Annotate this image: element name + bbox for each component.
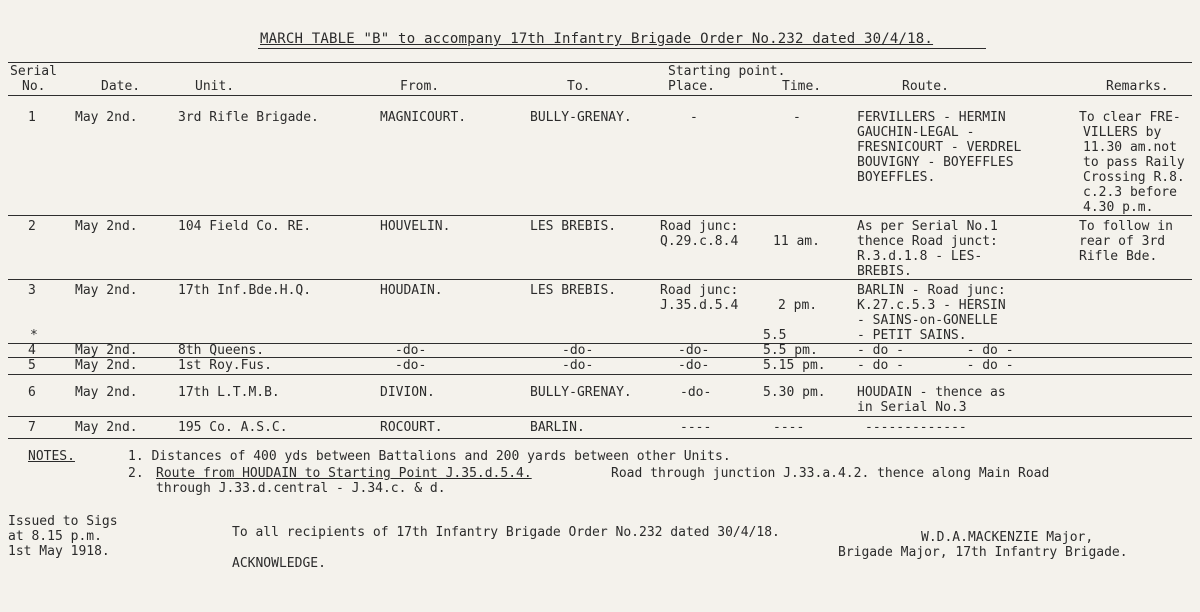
row5-date: May 2nd. <box>75 358 138 373</box>
row3-time-note: 5.5 <box>763 328 787 343</box>
row3-time: 2 pm. <box>778 298 818 313</box>
row6-time: 5.30 pm. <box>763 385 826 400</box>
note-2-line2: through J.33.d.central - J.34.c. & d. <box>156 481 446 496</box>
row5-time: 5.15 pm. <box>763 358 826 373</box>
row3-unit: 17th Inf.Bde.H.Q. <box>178 283 312 298</box>
row1-remarks-line2: VILLERS by <box>1083 125 1162 140</box>
row1-unit: 3rd Rifle Brigade. <box>178 110 319 125</box>
row4-route: - do - - do - <box>857 343 1014 358</box>
row1-route-line2: GAUCHIN-LEGAL - <box>857 125 975 140</box>
row2-to: LES BREBIS. <box>530 219 617 234</box>
row2-route-line3: R.3.d.1.8 - LES- <box>857 249 983 264</box>
row1-date: May 2nd. <box>75 110 138 125</box>
header-place: Place. <box>668 79 715 94</box>
row3-asterisk: * <box>30 328 38 343</box>
row1-remarks-line1: To clear FRE- <box>1079 110 1181 125</box>
row1-route-line3: FRESNICOURT - VERDREL <box>857 140 1022 155</box>
notes-label: NOTES. <box>28 449 75 464</box>
row2-time: 11 am. <box>773 234 820 249</box>
header-starting-point: Starting point. <box>668 64 786 79</box>
row5-unit: 1st Roy.Fus. <box>178 358 272 373</box>
row5-route: - do - - do - <box>857 358 1014 373</box>
row2-place-line1: Road junc: <box>660 219 739 234</box>
row7-date: May 2nd. <box>75 420 138 435</box>
header-serial-line2: No. <box>22 79 46 94</box>
row4-unit: 8th Queens. <box>178 343 265 358</box>
row1-remarks-line6: c.2.3 before <box>1083 185 1177 200</box>
row6-route-line1: HOUDAIN - thence as <box>857 385 1006 400</box>
row5-to: -do- <box>562 358 594 373</box>
row7-route: ------------- <box>865 420 967 435</box>
row3-place-line2: J.35.d.5.4 <box>660 298 739 313</box>
acknowledge: ACKNOWLEDGE. <box>232 556 326 571</box>
row1-route-line5: BOYEFFLES. <box>857 170 936 185</box>
row1-from: MAGNICOURT. <box>380 110 467 125</box>
row6-place: -do- <box>680 385 712 400</box>
signature-name: W.D.A.MACKENZIE Major, <box>921 530 1094 545</box>
row6-to: BULLY-GRENAY. <box>530 385 632 400</box>
row6-unit: 17th L.T.M.B. <box>178 385 280 400</box>
row7-serial: 7 <box>28 420 36 435</box>
row5-place: -do- <box>678 358 710 373</box>
table-top-rule <box>8 62 1192 63</box>
row1-place: - <box>690 110 698 125</box>
row2-date: May 2nd. <box>75 219 138 234</box>
row3-route-line3: - SAINS-on-GONELLE <box>857 313 998 328</box>
row1-remarks-line5: Crossing R.8. <box>1083 170 1185 185</box>
row7-unit: 195 Co. A.S.C. <box>178 420 288 435</box>
row3-place-line1: Road junc: <box>660 283 739 298</box>
note-2-rest: Road through junction J.33.a.4.2. thence along Main Road <box>611 466 1050 481</box>
row4-date: May 2nd. <box>75 343 138 358</box>
header-from: From. <box>400 79 440 94</box>
row2-from: HOUVELIN. <box>380 219 451 234</box>
row1-remarks-line3: 11.30 am.not <box>1083 140 1177 155</box>
row3-route-line4: - PETIT SAINS. <box>857 328 967 343</box>
row2-unit: 104 Field Co. RE. <box>178 219 312 234</box>
row1-route-line1: FERVILLERS - HERMIN <box>857 110 1006 125</box>
header-unit: Unit. <box>195 79 235 94</box>
row5-from: -do- <box>395 358 427 373</box>
header-route: Route. <box>902 79 949 94</box>
row1-remarks-line7: 4.30 p.m. <box>1083 200 1154 215</box>
header-remarks: Remarks. <box>1106 79 1169 94</box>
row6-bottom-rule <box>8 416 1192 417</box>
row2-route-line4: BREBIS. <box>857 264 912 279</box>
row2-remarks-line3: Rifle Bde. <box>1079 249 1158 264</box>
title-rule <box>258 48 986 49</box>
row7-to: BARLIN. <box>530 420 585 435</box>
header-bottom-rule <box>8 95 1192 96</box>
row1-bottom-rule <box>8 215 1192 216</box>
row3-to: LES BREBIS. <box>530 283 617 298</box>
row1-route-line4: BOUVIGNY - BOYEFFLES <box>857 155 1014 170</box>
row6-serial: 6 <box>28 385 36 400</box>
header-time: Time. <box>782 79 822 94</box>
row4-place: -do- <box>678 343 710 358</box>
row2-route-line1: As per Serial No.1 <box>857 219 998 234</box>
row2-remarks-line1: To follow in <box>1079 219 1173 234</box>
issued-line3: 1st May 1918. <box>8 544 110 559</box>
row4-to: -do- <box>562 343 594 358</box>
row3-route-line1: BARLIN - Road junc: <box>857 283 1006 298</box>
row2-route-line2: thence Road junct: <box>857 234 998 249</box>
row6-route-line2: in Serial No.3 <box>857 400 967 415</box>
row5-serial: 5 <box>28 358 36 373</box>
row1-to: BULLY-GRENAY. <box>530 110 632 125</box>
note-1: 1. Distances of 400 yds between Battalions and 200 yards between other Units. <box>128 449 731 464</box>
row1-serial: 1 <box>28 110 36 125</box>
note-2-underlined: Route from HOUDAIN to Starting Point J.35.d.5.4. <box>156 466 532 481</box>
row4-time: 5.5 pm. <box>763 343 818 358</box>
header-serial-line1: Serial <box>10 64 57 79</box>
issued-line1: Issued to Sigs <box>8 514 118 529</box>
row7-time: ---- <box>773 420 805 435</box>
table-bottom-rule <box>8 438 1192 439</box>
row7-from: ROCOURT. <box>380 420 443 435</box>
row4-from: -do- <box>395 343 427 358</box>
row3-date: May 2nd. <box>75 283 138 298</box>
signature-title: Brigade Major, 17th Infantry Brigade. <box>838 545 1128 560</box>
note-2-prefix: 2. <box>128 466 144 481</box>
row2-bottom-rule <box>8 279 1192 280</box>
row6-date: May 2nd. <box>75 385 138 400</box>
document-title: MARCH TABLE "B" to accompany 17th Infantry Brigade Order No.232 dated 30/4/18. <box>260 31 934 47</box>
row1-remarks-line4: to pass Raily <box>1083 155 1185 170</box>
issued-line2: at 8.15 p.m. <box>8 529 102 544</box>
row1-time: - <box>793 110 801 125</box>
recipients-line: To all recipients of 17th Infantry Brigade Order No.232 dated 30/4/18. <box>232 525 780 540</box>
row3-serial: 3 <box>28 283 36 298</box>
header-to: To. <box>567 79 591 94</box>
header-date: Date. <box>101 79 141 94</box>
row2-serial: 2 <box>28 219 36 234</box>
row2-place-line2: Q.29.c.8.4 <box>660 234 739 249</box>
row7-place: ---- <box>680 420 712 435</box>
row3-from: HOUDAIN. <box>380 283 443 298</box>
row5-bottom-rule <box>8 374 1192 375</box>
row6-from: DIVION. <box>380 385 435 400</box>
row4-serial: 4 <box>28 343 36 358</box>
row2-remarks-line2: rear of 3rd <box>1079 234 1166 249</box>
row3-route-line2: K.27.c.5.3 - HERSIN <box>857 298 1006 313</box>
